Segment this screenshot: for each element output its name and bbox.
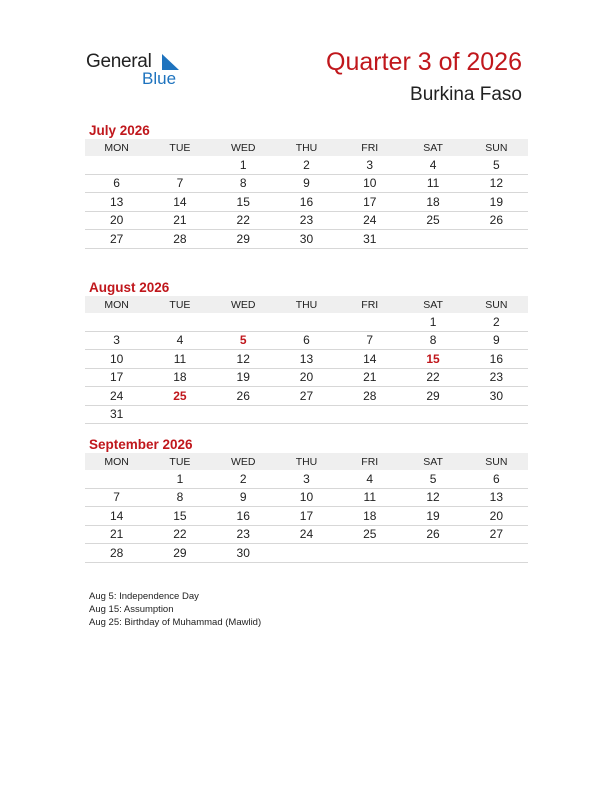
page-title: Quarter 3 of 2026: [326, 48, 522, 76]
day-cell: 23: [465, 368, 528, 387]
day-cell: 8: [148, 488, 211, 507]
day-cell: 22: [148, 525, 211, 544]
day-cell: 18: [338, 507, 401, 526]
month-title: August 2026: [89, 280, 170, 295]
weekday-header: MON: [85, 453, 148, 470]
day-cell: 1: [148, 470, 211, 488]
day-cell: 5: [401, 470, 464, 488]
day-cell: 7: [338, 331, 401, 350]
day-cell: 20: [465, 507, 528, 526]
day-cell: 4: [148, 331, 211, 350]
day-cell: 30: [212, 544, 275, 563]
day-cell: 26: [401, 525, 464, 544]
day-cell: 28: [148, 230, 211, 249]
day-cell: 3: [338, 156, 401, 174]
day-cell: 17: [85, 368, 148, 387]
day-cell: 11: [401, 174, 464, 193]
week-row: [85, 544, 528, 563]
empty-cell: [275, 313, 338, 331]
day-cell: 27: [275, 387, 338, 406]
logo-triangle-icon: [159, 54, 179, 70]
day-cell: 1: [212, 156, 275, 174]
day-cell: 11: [148, 350, 211, 369]
day-cell: 27: [465, 525, 528, 544]
day-cell: 21: [148, 211, 211, 230]
weekday-header: FRI: [338, 139, 401, 156]
weekday-header: THU: [275, 139, 338, 156]
weekday-header: FRI: [338, 296, 401, 313]
empty-cell: [401, 230, 464, 249]
day-cell: 25: [401, 211, 464, 230]
weekday-header: TUE: [148, 453, 211, 470]
day-cell: 15: [148, 507, 211, 526]
day-cell: 30: [275, 230, 338, 249]
day-cell: 14: [148, 193, 211, 212]
generalblue-logo: [86, 51, 196, 91]
holiday-note: Aug 25: Birthday of Muhammad (Mawlid): [89, 617, 262, 628]
weekday-header: MON: [85, 296, 148, 313]
day-cell: 29: [401, 387, 464, 406]
day-cell: 19: [465, 193, 528, 212]
day-cell: 17: [275, 507, 338, 526]
week-row: [85, 331, 528, 350]
month-august: [85, 279, 528, 424]
month-title: September 2026: [89, 437, 193, 452]
weekday-header: SUN: [465, 296, 528, 313]
day-cell: 31: [338, 230, 401, 249]
calendar-grid: [85, 296, 528, 424]
weekday-header: WED: [212, 453, 275, 470]
weekday-header: SAT: [401, 296, 464, 313]
empty-cell: [465, 230, 528, 249]
weekday-header: TUE: [148, 296, 211, 313]
day-cell: 28: [85, 544, 148, 563]
day-cell: 24: [338, 211, 401, 230]
day-cell: 16: [465, 350, 528, 369]
country-name: Burkina Faso: [410, 84, 522, 105]
day-cell: 10: [275, 488, 338, 507]
empty-cell: [275, 544, 338, 563]
empty-cell: [401, 544, 464, 563]
day-cell: 2: [212, 470, 275, 488]
day-cell: 18: [401, 193, 464, 212]
day-cell: 24: [85, 387, 148, 406]
week-row: [85, 368, 528, 387]
week-row: [85, 387, 528, 406]
holiday-notes: [89, 590, 261, 629]
day-cell: 13: [465, 488, 528, 507]
holiday-day-cell: 5: [212, 331, 275, 350]
day-cell: 28: [338, 387, 401, 406]
calendar-grid: [85, 139, 528, 249]
day-cell: 14: [85, 507, 148, 526]
week-row: [85, 193, 528, 212]
week-row: [85, 405, 528, 424]
empty-cell: [148, 313, 211, 331]
holiday-day-cell: 25: [148, 387, 211, 406]
empty-cell: [338, 405, 401, 424]
day-cell: 12: [212, 350, 275, 369]
day-cell: 2: [275, 156, 338, 174]
empty-cell: [85, 313, 148, 331]
day-cell: 26: [212, 387, 275, 406]
day-cell: 29: [212, 230, 275, 249]
holiday-day-cell: 15: [401, 350, 464, 369]
day-cell: 3: [275, 470, 338, 488]
day-cell: 15: [212, 193, 275, 212]
day-cell: 5: [465, 156, 528, 174]
weekday-header: THU: [275, 296, 338, 313]
day-cell: 6: [85, 174, 148, 193]
day-cell: 19: [212, 368, 275, 387]
month-july: [85, 122, 528, 249]
day-cell: 19: [401, 507, 464, 526]
day-cell: 8: [212, 174, 275, 193]
week-row: [85, 174, 528, 193]
calendar-grid: [85, 453, 528, 563]
empty-cell: [148, 405, 211, 424]
day-cell: 7: [148, 174, 211, 193]
weekday-header: MON: [85, 139, 148, 156]
day-cell: 2: [465, 313, 528, 331]
day-cell: 1: [401, 313, 464, 331]
day-cell: 6: [275, 331, 338, 350]
day-cell: 7: [85, 488, 148, 507]
week-row: [85, 313, 528, 331]
day-cell: 13: [275, 350, 338, 369]
day-cell: 10: [338, 174, 401, 193]
week-row: [85, 470, 528, 488]
weekday-header: SAT: [401, 139, 464, 156]
logo-text-general: General: [86, 51, 152, 72]
day-cell: 24: [275, 525, 338, 544]
empty-cell: [212, 313, 275, 331]
weekday-header: THU: [275, 453, 338, 470]
empty-cell: [212, 405, 275, 424]
day-cell: 17: [338, 193, 401, 212]
week-row: [85, 350, 528, 369]
holiday-note: Aug 15: Assumption: [89, 604, 174, 615]
weekday-header: SAT: [401, 453, 464, 470]
month-title: July 2026: [89, 123, 150, 138]
week-row: [85, 488, 528, 507]
day-cell: 8: [401, 331, 464, 350]
day-cell: 23: [212, 525, 275, 544]
day-cell: 4: [338, 470, 401, 488]
day-cell: 22: [401, 368, 464, 387]
day-cell: 3: [85, 331, 148, 350]
weekday-header: SUN: [465, 453, 528, 470]
empty-cell: [465, 544, 528, 563]
day-cell: 20: [85, 211, 148, 230]
week-row: [85, 156, 528, 174]
day-cell: 12: [401, 488, 464, 507]
day-cell: 22: [212, 211, 275, 230]
empty-cell: [338, 544, 401, 563]
holiday-note: Aug 5: Independence Day: [89, 591, 199, 602]
day-cell: 20: [275, 368, 338, 387]
day-cell: 10: [85, 350, 148, 369]
day-cell: 16: [275, 193, 338, 212]
day-cell: 14: [338, 350, 401, 369]
weekday-header: SUN: [465, 139, 528, 156]
day-cell: 11: [338, 488, 401, 507]
empty-cell: [85, 470, 148, 488]
logo-text-blue: Blue: [142, 69, 177, 88]
day-cell: 18: [148, 368, 211, 387]
week-row: [85, 507, 528, 526]
weekday-header: TUE: [148, 139, 211, 156]
day-cell: 31: [85, 405, 148, 424]
empty-cell: [85, 156, 148, 174]
day-cell: 16: [212, 507, 275, 526]
month-september: [85, 436, 528, 563]
day-cell: 12: [465, 174, 528, 193]
week-row: [85, 230, 528, 249]
day-cell: 21: [338, 368, 401, 387]
weekday-header: WED: [212, 296, 275, 313]
empty-cell: [338, 313, 401, 331]
empty-cell: [148, 156, 211, 174]
day-cell: 26: [465, 211, 528, 230]
day-cell: 30: [465, 387, 528, 406]
empty-cell: [275, 405, 338, 424]
empty-cell: [465, 405, 528, 424]
empty-cell: [401, 405, 464, 424]
day-cell: 23: [275, 211, 338, 230]
week-row: [85, 211, 528, 230]
day-cell: 9: [465, 331, 528, 350]
day-cell: 4: [401, 156, 464, 174]
day-cell: 9: [275, 174, 338, 193]
weekday-header: WED: [212, 139, 275, 156]
week-row: [85, 525, 528, 544]
day-cell: 25: [338, 525, 401, 544]
day-cell: 9: [212, 488, 275, 507]
weekday-header: FRI: [338, 453, 401, 470]
day-cell: 21: [85, 525, 148, 544]
day-cell: 27: [85, 230, 148, 249]
day-cell: 6: [465, 470, 528, 488]
day-cell: 29: [148, 544, 211, 563]
day-cell: 13: [85, 193, 148, 212]
